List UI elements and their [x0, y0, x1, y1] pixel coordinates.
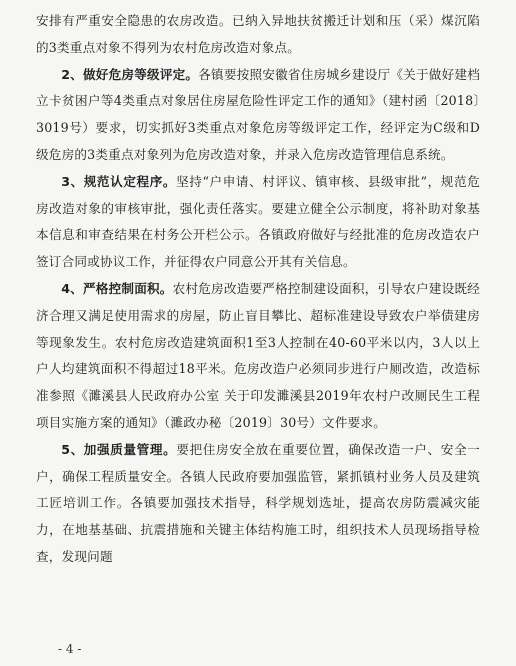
paragraph-5	[36, 437, 480, 571]
paragraph-3	[36, 169, 480, 276]
paragraph-4	[36, 276, 480, 437]
section-heading-2: 2、做好危房等级评定。	[61, 66, 199, 82]
section-heading-3: 3、规范认定程序。	[61, 173, 177, 189]
paragraph-5-text: 要把住房安全放在重要位置，确保改造一户、安全一户，确保工程质量安全。各镇人民政府要加强监管，紧抓镇村业务人员及建筑工匠培训工作。各镇要加强技术指导，科学规划选址，提高农房防震减灾能力，在地基基础、抗震措施和关键主体结构施工时，组织技术人员现场指导检查，发现问题	[36, 441, 480, 564]
page-number: - 4 -	[58, 642, 82, 656]
paragraph-2-text: 各镇要按照安徽省住房城乡建设厅《关于做好建档立卡贫困户等4类重点对象居住房屋危险性评定工作的通知》（建村函〔2018〕3019号）要求，切实抓好3类重点对象危房等级评定工作，经评定为C级和D级危房的3类重点对象列为危房改造对象，并录入危房改造管理信息系统。	[36, 66, 480, 162]
paragraph-2	[36, 62, 480, 169]
paragraph-3-text: 坚持“户申请、村评议、镇审核、县级审批”，规范危房改造对象的审核审批，强化责任落实。要建立健全公示制度，将补助对象基本信息和审查结果在村务公开栏公示。各镇政府做好与经批准的危房改造农户签订合同或协议工作，并征得农户同意公开其有关信息。	[36, 173, 480, 270]
paragraph-4-text: 农村危房改造要严格控制建设面积，引导农户建设既经济合理又满足使用需求的房屋，防止盲目攀比、超标准建设导致农户举债建房等现象发生。农村危房改造建筑面积1至3人控制在40-60平米以内，3人以上户人均建筑面积不得超过18平米。危房改造户必须同步进行户厕改造，改造标准参照《濉溪县人民政府办公室 关于印发濉溪县2019年农村户改厕民生工程项目实施方案的通知》（濉政办秘〔2019〕30号）文件要求。	[36, 280, 480, 430]
paragraph-1	[36, 8, 480, 62]
section-heading-5: 5、加强质量管理。	[61, 441, 177, 457]
paragraph-1-text: 安排有严重安全隐患的农房改造。已纳入异地扶贫搬迁计划和压（采）煤沉陷的3类重点对象不得列为农村危房改造对象点。	[36, 13, 480, 55]
section-heading-4: 4、严格控制面积。	[61, 280, 173, 296]
